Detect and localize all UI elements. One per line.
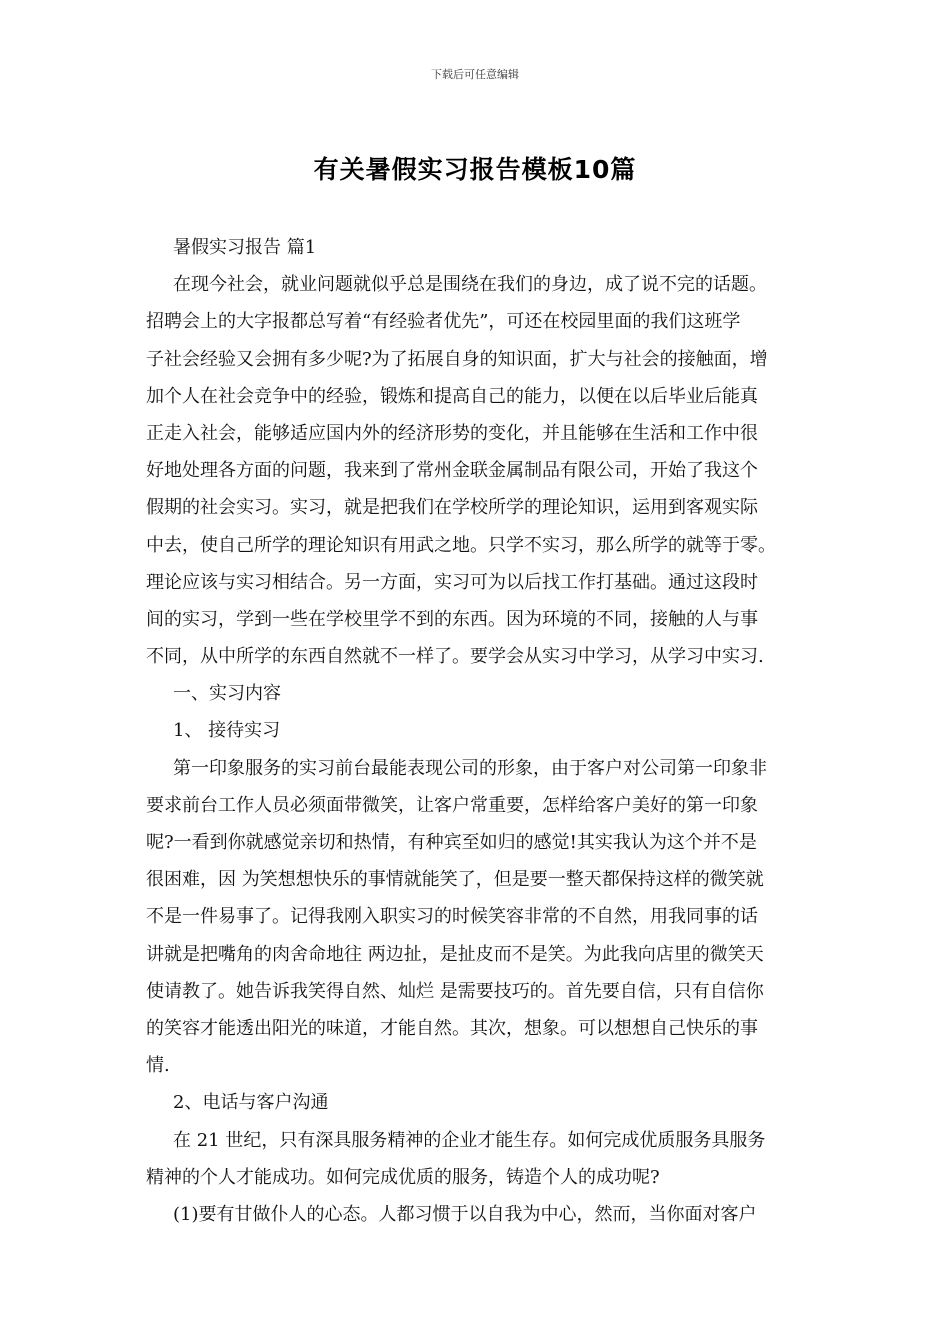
body-line: 加个人在社会竞争中的经验，锻炼和提高自己的能力，以便在以后毕业后能真 [146, 385, 758, 407]
body-line: 在 21 世纪，只有深具服务精神的企业才能生存。如何完成优质服务具服务 [173, 1129, 766, 1151]
body-line: 子社会经验又会拥有多少呢?为了拓展自身的知识面，扩大与社会的接触面，增 [146, 348, 768, 370]
body-line: 讲就是把嘴角的肉舍命地往 两边扯，是扯皮而不是笑。为此我向店里的微笑天 [146, 943, 764, 965]
body-line: 正走入社会，能够适应国内外的经济形势的变化，并且能够在生活和工作中很 [146, 422, 758, 444]
body-line: 精神的个人才能成功。如何完成优质的服务，铸造个人的成功呢? [146, 1166, 660, 1188]
body-line: 在现今社会，就业问题就似乎总是围绕在我们的身边，成了说不完的话题。 [173, 274, 767, 296]
body-line: 2、电话与客户沟通 [173, 1092, 329, 1114]
body-line: 情. [146, 1055, 170, 1077]
page-header-note: 下载后可任意编辑 [431, 68, 519, 81]
body-line: 呢?一看到你就感觉亲切和热情，有种宾至如归的感觉!其实我认为这个并不是 [146, 832, 757, 853]
body-line: 不同，从中所学的东西自然就不一样了。要学会从实习中学习，从学习中实习. [146, 646, 764, 668]
body-line: 很困难，因 为笑想想快乐的事情就能笑了，但是要一整天都保持这样的微笑就 [146, 869, 764, 891]
body-line: 假期的社会实习。实习，就是把我们在学校所学的理论知识，运用到客观实际 [146, 497, 758, 519]
body-line: (1)要有甘做仆人的心态。人都习惯于以自我为中心，然而，当你面对客户 [173, 1203, 757, 1225]
body-line: 理论应该与实习相结合。另一方面，实习可为以后找工作打基础。通过这段时 [146, 571, 758, 593]
document-body [146, 229, 836, 1233]
document-title: 有关暑假实习报告模板10篇 [313, 155, 637, 184]
body-line: 使请教了。她告诉我笑得自然、灿烂 是需要技巧的。首先要自信，只有自信你 [146, 980, 764, 1002]
body-line: 暑假实习报告 篇1 [173, 237, 317, 258]
body-line: 不是一件易事了。记得我刚入职实习的时候笑容非常的不自然，用我同事的话 [146, 906, 758, 928]
body-line: 一、实习内容 [173, 683, 281, 705]
body-line: 招聘会上的大字报都总写着“有经验者优先”，可还在校园里面的我们这班学 [146, 311, 741, 333]
body-line: 间的实习，学到一些在学校里学不到的东西。因为环境的不同，接触的人与事 [146, 608, 758, 630]
body-line: 中去，使自己所学的理论知识有用武之地。只学不实习，那么所学的就等于零。 [146, 534, 776, 556]
body-line: 第一印象服务的实习前台最能表现公司的形象，由于客户对公司第一印象非 [173, 757, 767, 779]
body-line: 1、 接待实习 [173, 720, 281, 742]
body-line: 要求前台工作人员必须面带微笑，让客户常重要，怎样给客户美好的第一印象 [146, 794, 758, 816]
body-line: 好地处理各方面的问题，我来到了常州金联金属制品有限公司，开始了我这个 [146, 460, 758, 482]
body-line: 的笑容才能透出阳光的味道，才能自然。其次，想象。可以想想自己快乐的事 [146, 1017, 758, 1039]
